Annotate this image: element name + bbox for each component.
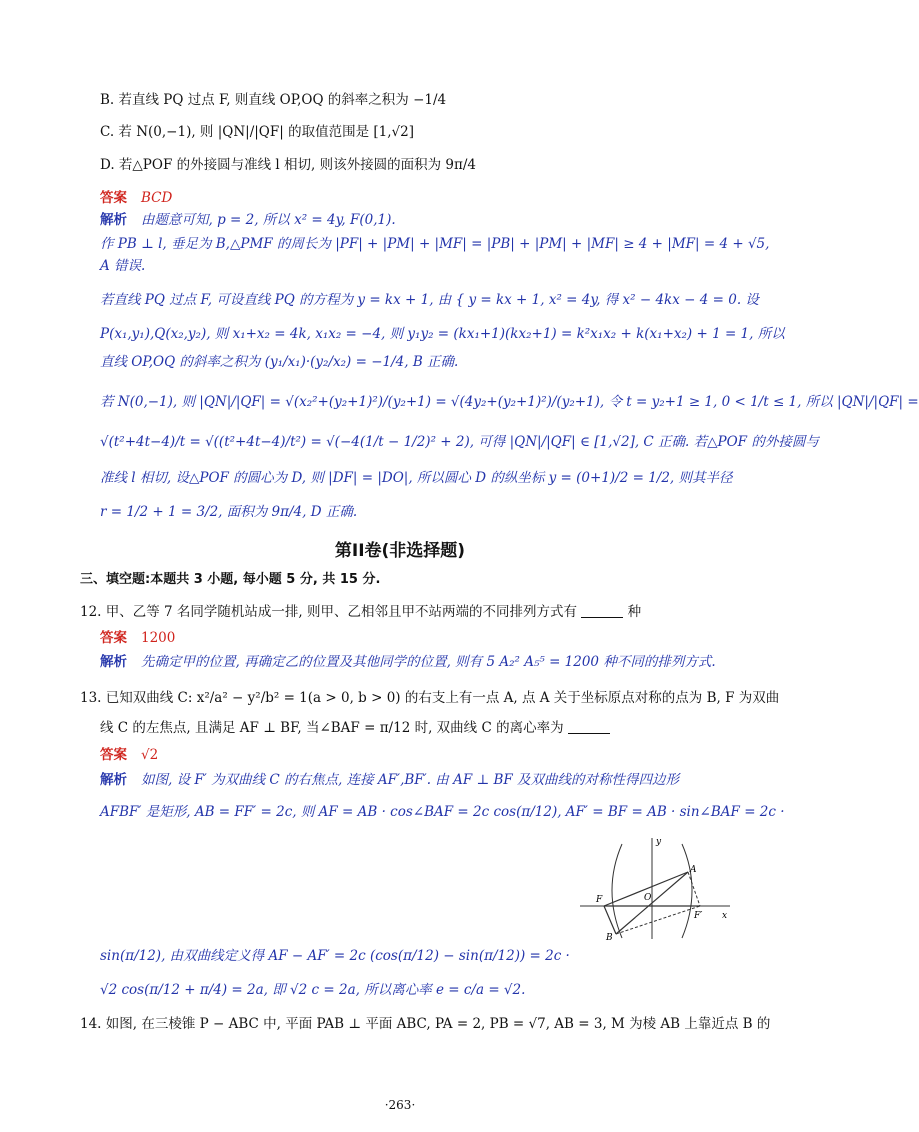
section-title: 第II卷(非选择题) [334, 541, 466, 561]
page-number: ·263· [384, 1098, 416, 1112]
segment-AFp [688, 872, 700, 906]
q12-question-text: 12. 甲、乙等 7 名同学随机站成一排, 则甲、乙相邻且甲不站两端的不同排列方式有 [80, 604, 578, 620]
q13-analysis-line [100, 770, 679, 790]
answer-label: 答案 [100, 630, 127, 646]
q11-analysis-line [100, 210, 396, 230]
answer-label: 答案 [100, 190, 127, 206]
hyperbola-figure [572, 834, 732, 944]
q13-analysis-line: √2 cos(π/12 + π/4) = 2a, 即 √2 c = 2a, 所以离心率 e = c/a = √2. [100, 982, 526, 998]
q11-analysis-line: 准线 l 相切, 设△POF 的圆心为 D, 则 |DF| = |DO|, 所以圆心 D 的纵坐标 y = (0+1)/2 = 1/2, 则其半径 [100, 470, 733, 486]
q13-question-line: 13. 已知双曲线 C: x²/a² − y²/b² = 1(a > 0, b > 0) 的右支上有一点 A, 点 A 关于坐标原点对称的点为 B, F 为双曲 [80, 690, 780, 706]
option-d: D. 若△POF 的外接圆与准线 l 相切, 则该外接圆的面积为 9π/4 [100, 157, 476, 173]
q11-analysis-line: 若直线 PQ 过点 F, 可设直线 PQ 的方程为 y = kx + 1, 由 { y = kx + 1, x² = 4y, 得 x² − 4kx − 4 = 0. 设 [100, 292, 759, 308]
q13-answer-row [100, 745, 158, 765]
answer-value: BCD [141, 190, 173, 206]
label-x: x [722, 911, 728, 921]
label-B: B [606, 933, 613, 943]
q12-question [80, 602, 641, 622]
q13-analysis-line: AFBF′ 是矩形, AB = FF′ = 2c, 则 AF = AB · cos∠BAF = 2c cos(π/12), AF′ = BF = AB · sin∠BAF = 2c · [100, 804, 785, 820]
option-b: B. 若直线 PQ 过点 F, 则直线 OP,OQ 的斜率之积为 −1/4 [100, 92, 447, 108]
left-branch [612, 844, 622, 938]
q11-analysis-line: 直线 OP,OQ 的斜率之积为 (y₁/x₁)·(y₂/x₂) = −1/4, B 正确. [100, 354, 459, 370]
label-A: A [690, 865, 697, 875]
q13-question-text: 线 C 的左焦点, 且满足 AF ⊥ BF, 当∠BAF = π/12 时, 双曲线 C 的离心率为 [100, 720, 564, 736]
right-branch [682, 844, 692, 938]
label-O: O [644, 893, 652, 903]
analysis-label: 解析 [100, 772, 127, 788]
q12-answer-row [100, 628, 175, 648]
q14-question: 14. 如图, 在三棱锥 P − ABC 中, 平面 PAB ⊥ 平面 ABC, PA = 2, PB = √7, AB = 3, M 为棱 AB 上靠近点 B 的 [80, 1016, 771, 1032]
analysis-label: 解析 [100, 654, 127, 670]
q11-answer-row [100, 188, 172, 208]
answer-label: 答案 [100, 747, 127, 763]
section-header: 三、填空题:本题共 3 小题, 每小题 5 分, 共 15 分. [80, 572, 381, 587]
analysis-text: 由题意可知, p = 2, 所以 x² = 4y, F(0,1). [141, 212, 396, 228]
label-F: F [596, 895, 603, 905]
q11-analysis-line: r = 1/2 + 1 = 3/2, 面积为 9π/4, D 正确. [100, 504, 358, 520]
analysis-text: 如图, 设 F′ 为双曲线 C 的右焦点, 连接 AF′,BF′. 由 AF ⊥ BF 及双曲线的对称性得四边形 [141, 772, 680, 788]
answer-blank [568, 719, 610, 734]
analysis-label: 解析 [100, 212, 127, 228]
label-Fprime: F′ [694, 911, 703, 921]
q12-question-end: 种 [627, 604, 642, 620]
analysis-text: 先确定甲的位置, 再确定乙的位置及其他同学的位置, 则有 5 A₂² A₅⁵ = 1200 种不同的排列方式. [141, 654, 716, 670]
q11-analysis-line: 作 PB ⊥ l, 垂足为 B,△PMF 的周长为 |PF| + |PM| + |MF| = |PB| + |PM| + |MF| ≥ 4 + |MF| = 4 + √5, [100, 236, 770, 252]
option-c: C. 若 N(0,−1), 则 |QN|/|QF| 的取值范围是 [1,√2] [100, 124, 414, 140]
answer-value: 1200 [141, 630, 176, 646]
q11-analysis-line: P(x₁,y₁),Q(x₂,y₂), 则 x₁+x₂ = 4k, x₁x₂ = −4, 则 y₁y₂ = (kx₁+1)(kx₂+1) = k²x₁x₂ + k(x₁+x₂) + 1 = 1, 所以 [100, 326, 785, 342]
answer-blank [581, 603, 623, 618]
q11-analysis-line: 若 N(0,−1), 则 |QN|/|QF| = √(x₂²+(y₂+1)²)/(y₂+1) = √(4y₂+(y₂+1)²)/(y₂+1), 令 t = y₂+1 ≥ 1, 0 < 1/t ≤ 1, 所以 |QN|/|QF| = [100, 394, 919, 410]
q11-analysis-line: A 错误. [100, 258, 146, 274]
q12-analysis [100, 652, 716, 672]
q13-analysis-line: sin(π/12), 由双曲线定义得 AF − AF′ = 2c (cos(π/12) − sin(π/12)) = 2c · [100, 948, 570, 964]
q13-question-line [100, 718, 610, 738]
answer-value: √2 [141, 747, 159, 763]
label-y: y [656, 837, 662, 847]
q11-analysis-line: √(t²+4t−4)/t = √((t²+4t−4)/t²) = √(−4(1/t − 1/2)² + 2), 可得 |QN|/|QF| ∈ [1,√2], C 正确. 若△POF 的外接圆与 [100, 434, 819, 450]
segment-BFp [616, 906, 703, 934]
